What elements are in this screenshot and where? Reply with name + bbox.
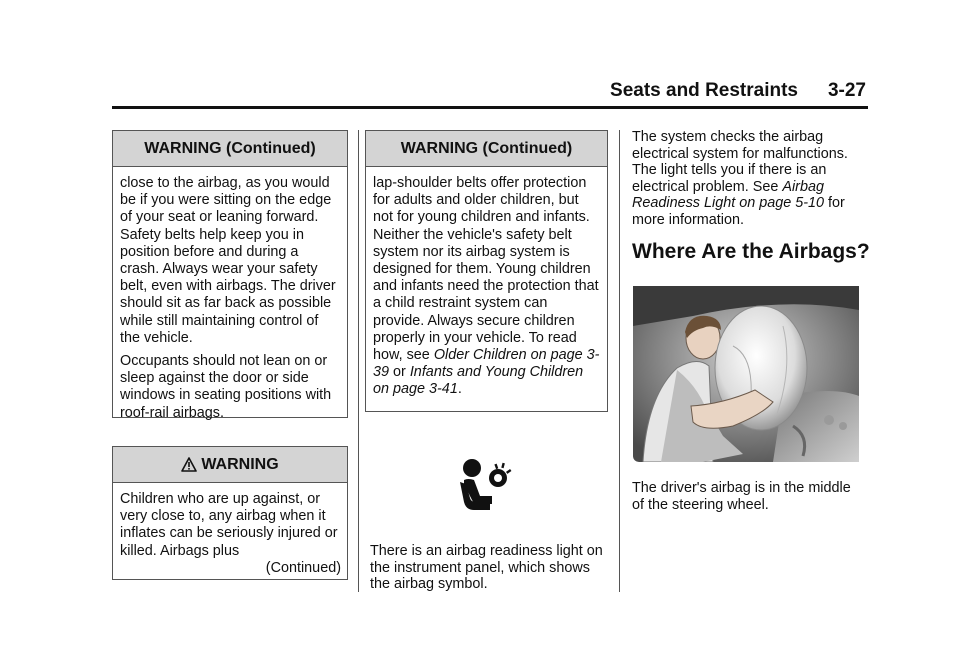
warning-paragraph: [373, 175, 601, 399]
cross-reference-link[interactable]: Airbag Readiness Light on page 5-10: [632, 178, 825, 212]
warning-triangle-icon: [181, 450, 197, 485]
continued-label: (Continued): [265, 559, 341, 576]
paragraph: [632, 129, 864, 229]
system-check-paragraph: [632, 129, 864, 229]
cross-reference-link[interactable]: Older Children on page 3-39: [373, 347, 600, 381]
section-heading: Where Are the Airbags?: [632, 240, 870, 263]
warning-heading: [113, 447, 347, 483]
warning-paragraph: Occupants should not lean on or sleep against the door or side windows in seating positions with roof-rail airbags.: [120, 353, 332, 421]
warning-body: [113, 483, 347, 583]
warning-paragraph: close to the airbag, as you would be if you were sitting on the edge of your seat or leaning forward. Safety belts help keep you in position before and during a crash. Always wear your safety belt, even with airbags. The driver should sit as far back as possible while still maintaining control of the vehicle.: [120, 175, 336, 346]
warning-box-continued-1: [112, 130, 348, 421]
warning-body: [366, 167, 607, 405]
page-header: [112, 80, 868, 109]
warning-heading-label: WARNING: [201, 456, 279, 473]
airbag-light-caption: There is an airbag readiness light on the instrument panel, which shows the airbag symbol.: [370, 543, 603, 593]
warning-box-2: [112, 446, 348, 580]
paragraph-text: for more information.: [632, 195, 845, 228]
driver-airbag-caption: The driver's airbag is in the middle of the steering wheel.: [632, 480, 851, 513]
warning-text: .: [457, 381, 462, 398]
warning-paragraph: Children who are up against, or very close to, any airbag when it inflates can be seriously injured or killed. Airbags plus: [120, 491, 338, 559]
cross-reference-link[interactable]: Infants and Young Children on page 3-41: [373, 364, 584, 398]
page-number: 3-27: [827, 80, 866, 101]
warning-text: lap-shoulder belts offer protection for adults and older children, but not for young children and infants. Neither the vehicle's safety belt system nor its airbag system is designed for them. Young children and infants need the protection that a child restraint system can provide. Always secure children properly in your vehicle. To read how, see: [373, 175, 599, 364]
warning-body: [113, 167, 347, 434]
column-divider-right: [619, 130, 620, 592]
driver-airbag-illustration: [633, 286, 859, 462]
warning-text: or: [389, 364, 410, 381]
airbag-readiness-icon: [458, 458, 514, 514]
warning-box-continued-2: [365, 130, 608, 412]
warning-heading: WARNING (Continued): [113, 131, 347, 167]
warning-heading: WARNING (Continued): [366, 131, 607, 167]
section-title: Seats and Restraints: [610, 80, 798, 101]
column-divider-left: [358, 130, 359, 592]
paragraph-text: The system checks the airbag electrical system for malfunctions. The light tells you if there is an electrical problem. See: [632, 129, 848, 195]
